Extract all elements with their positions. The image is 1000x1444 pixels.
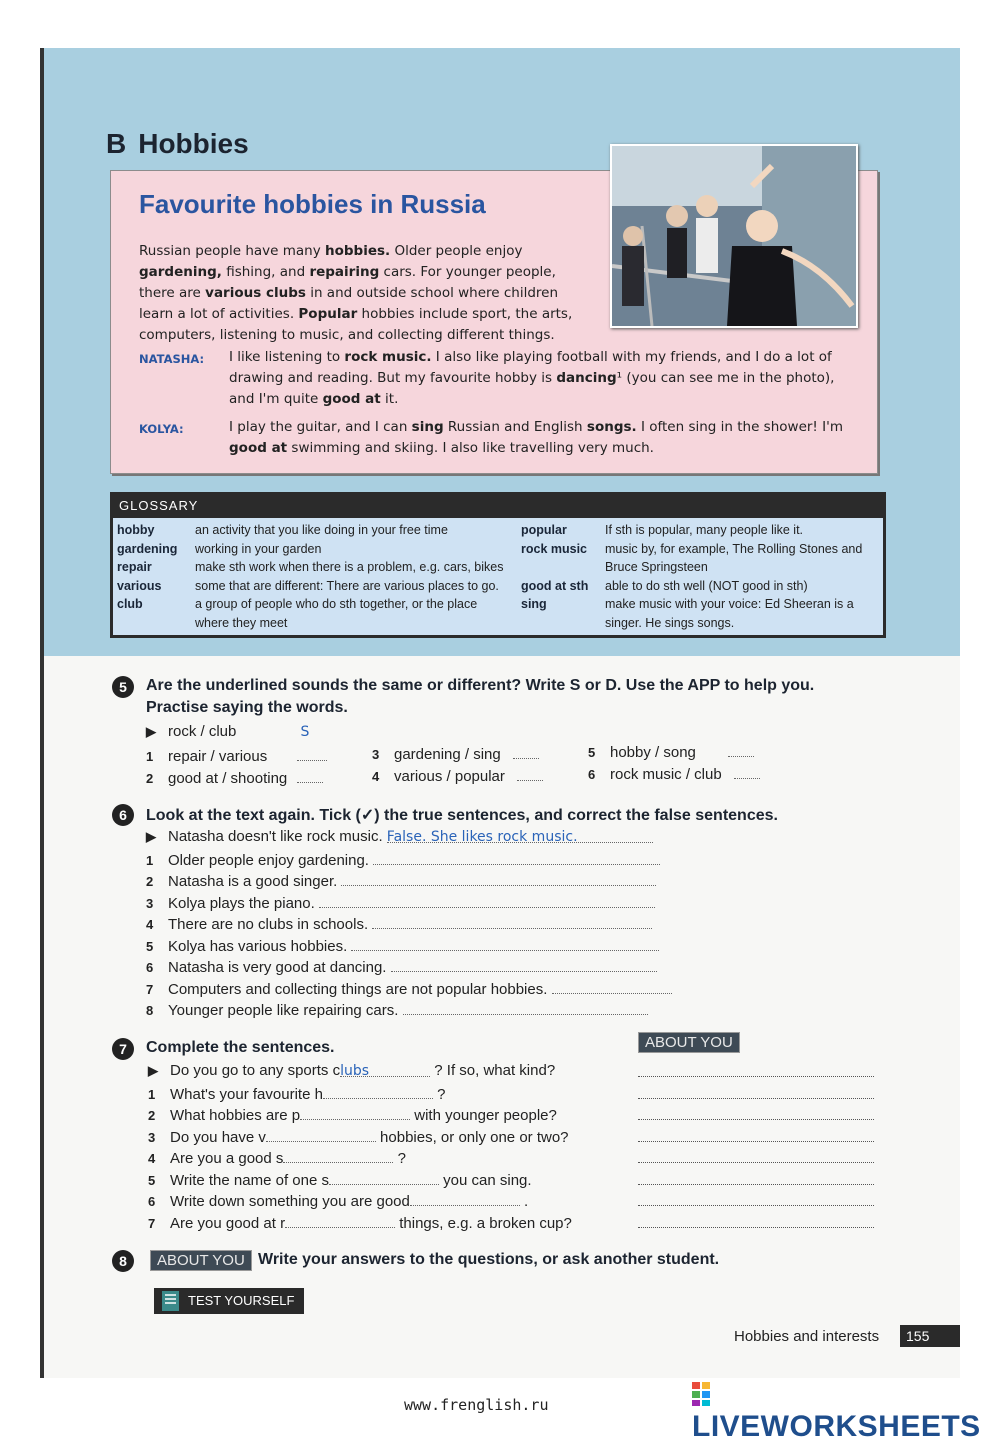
section-letter: B bbox=[106, 128, 127, 159]
bold-keyword: good at bbox=[229, 440, 288, 456]
text-run: I also like playing football with my friends, and I do a lot of drawing and reading. But my favourite hobby is bbox=[229, 349, 832, 386]
answer-blank[interactable] bbox=[513, 744, 539, 759]
item-words: rock music / club bbox=[610, 766, 722, 783]
text-run: hobbies include sport, the arts, computers, listening to music, and collecting different things. bbox=[139, 306, 573, 343]
item-number: ▶ bbox=[146, 829, 156, 844]
statement-item bbox=[146, 850, 660, 869]
bold-keyword: rock music. bbox=[344, 349, 432, 365]
bold-keyword: hobbies. bbox=[325, 243, 391, 259]
about-you-answer-line[interactable] bbox=[638, 1141, 874, 1142]
about-you-answer-line[interactable] bbox=[638, 1098, 874, 1099]
example-answer: S bbox=[300, 724, 310, 740]
glossary-definition: some that are different: There are various places to go. bbox=[195, 578, 499, 593]
item-number: 6 bbox=[148, 1194, 156, 1209]
bold-keyword: good at bbox=[322, 391, 381, 407]
statement-item bbox=[146, 979, 672, 998]
sentence-item bbox=[148, 1148, 406, 1167]
reading-intro bbox=[139, 241, 595, 346]
item-words: repair / various bbox=[168, 748, 268, 765]
sentence-item bbox=[148, 1127, 569, 1146]
glossary-left-column bbox=[117, 521, 517, 633]
item-2 bbox=[146, 768, 323, 787]
exercise-instruction: Write your answers to the questions, or ask another student. bbox=[258, 1251, 720, 1268]
text-run: Russian people have many bbox=[139, 243, 325, 259]
item-number: 2 bbox=[146, 874, 154, 889]
exercise-8 bbox=[112, 1250, 912, 1280]
glossary-definition: make sth work when there is a problem, e.g. cars, bikes bbox=[195, 560, 504, 574]
glossary-definition: If sth is popular, many people like it. bbox=[605, 523, 804, 537]
statement-text: Kolya has various hobbies. bbox=[168, 937, 352, 955]
glossary-definition: where they meet bbox=[195, 615, 288, 630]
glossary-term: repair bbox=[117, 560, 152, 574]
about-you-answer-line[interactable] bbox=[638, 1162, 874, 1163]
item-number: 5 bbox=[146, 938, 154, 954]
sentence-item bbox=[148, 1105, 557, 1124]
section-title bbox=[106, 128, 249, 160]
bold-keyword: gardening, bbox=[139, 264, 222, 280]
glossary-box bbox=[110, 492, 886, 638]
item-number: 5 bbox=[588, 745, 596, 760]
sentence-item bbox=[148, 1170, 532, 1189]
example-answer: False. She likes rock music. bbox=[386, 829, 578, 845]
sentence-item bbox=[148, 1213, 572, 1232]
statement-text: There are no clubs in schools. bbox=[168, 916, 373, 933]
statement-text: Natasha is a good singer. bbox=[168, 873, 342, 890]
answer-blank[interactable] bbox=[297, 746, 327, 761]
text-run: cars. For younger people, there are bbox=[139, 264, 556, 301]
item-number: 4 bbox=[146, 917, 154, 932]
text-run: Older people enjoy bbox=[390, 243, 523, 259]
brand-name: LIVEWORKSHEETS bbox=[692, 1410, 981, 1443]
about-you-answer-line[interactable] bbox=[638, 1227, 874, 1228]
exercise-6 bbox=[112, 804, 912, 1034]
bold-keyword: repairing bbox=[309, 264, 380, 280]
item-words: gardening / sing bbox=[394, 746, 501, 763]
sentence-start: Do you have v bbox=[170, 1128, 266, 1146]
sentence-end: . bbox=[519, 1193, 529, 1210]
item-4 bbox=[372, 766, 543, 785]
bold-keyword: clubs bbox=[261, 285, 306, 301]
gap-blank[interactable] bbox=[410, 1191, 520, 1206]
watermark: www.frenglish.ru bbox=[404, 1396, 549, 1414]
statement-text: Older people enjoy gardening. bbox=[168, 851, 374, 869]
statement-text: Computers and collecting things are not popular hobbies. bbox=[168, 980, 552, 998]
answer-blank[interactable] bbox=[517, 766, 543, 781]
item-number: 4 bbox=[148, 1151, 156, 1166]
text-run: it. bbox=[380, 391, 399, 407]
sentence-end: hobbies, or only one or two? bbox=[375, 1128, 569, 1146]
item-number: 1 bbox=[146, 749, 154, 764]
gap-blank[interactable] bbox=[329, 1170, 439, 1185]
reading-title: Favourite hobbies in Russia bbox=[139, 189, 486, 219]
sentence-end: things, e.g. a broken cup? bbox=[395, 1214, 572, 1232]
glossary-definition: able to do sth well (NOT good in sth) bbox=[605, 578, 808, 593]
bold-keyword: sing bbox=[411, 419, 444, 435]
about-you-answer-line[interactable] bbox=[638, 1184, 874, 1185]
item-words: various / popular bbox=[394, 768, 505, 785]
dancers-illustration bbox=[612, 146, 856, 326]
exercise-5 bbox=[112, 676, 912, 796]
statement-text: Natasha is very good at dancing. bbox=[168, 959, 391, 976]
statement-item bbox=[146, 957, 657, 976]
about-you-answer-line[interactable] bbox=[638, 1119, 874, 1120]
item-number: 7 bbox=[148, 1215, 156, 1231]
text-run: I like listening to bbox=[229, 349, 345, 365]
item-number: 6 bbox=[588, 767, 596, 782]
liveworksheets-logo-icon bbox=[692, 1382, 710, 1406]
item-number: 4 bbox=[372, 769, 380, 784]
sentence-start: What hobbies are p bbox=[170, 1107, 301, 1124]
example-item bbox=[146, 828, 653, 845]
item-number: 2 bbox=[146, 771, 154, 786]
answer-line[interactable] bbox=[373, 850, 660, 865]
glossary-term: sing bbox=[521, 597, 547, 611]
glossary-term: hobby bbox=[117, 523, 155, 537]
section-name: Hobbies bbox=[138, 128, 249, 159]
statement-item bbox=[146, 1000, 648, 1019]
sentence-item bbox=[148, 1084, 445, 1103]
gap-blank[interactable] bbox=[340, 1062, 430, 1077]
about-you-answer-line[interactable] bbox=[638, 1076, 874, 1077]
sentence-end: ? bbox=[393, 1150, 406, 1167]
answer-blank[interactable] bbox=[734, 764, 760, 779]
notebook-icon bbox=[160, 1290, 182, 1312]
example-item bbox=[148, 1062, 555, 1079]
item-6 bbox=[588, 764, 760, 783]
item-words: hobby / song bbox=[610, 744, 696, 761]
glossary-definition: make music with your voice: Ed Sheeran is a bbox=[605, 597, 854, 611]
bold-keyword: Popular bbox=[298, 306, 358, 322]
sentence-end: ? If so, what kind? bbox=[430, 1062, 556, 1079]
gap-blank[interactable] bbox=[266, 1127, 376, 1142]
answer-blank[interactable] bbox=[297, 768, 323, 783]
item-number: 1 bbox=[148, 1086, 156, 1102]
test-yourself-banner[interactable] bbox=[154, 1288, 304, 1314]
sentence-start: What's your favourite h bbox=[170, 1085, 323, 1103]
item-number: 7 bbox=[146, 981, 154, 997]
answer-line[interactable] bbox=[351, 936, 659, 951]
text-run: ¹ bbox=[616, 370, 623, 386]
statement-item bbox=[146, 871, 656, 890]
answer-line[interactable] bbox=[341, 871, 656, 886]
text-run: Russian and English bbox=[443, 419, 587, 435]
sentence-end: with younger people? bbox=[410, 1107, 557, 1124]
exercise-7 bbox=[112, 1034, 912, 1238]
exercise-instruction: Are the underlined sounds the same or different? Write S or D. Use the APP to help you. bbox=[146, 677, 815, 694]
text-run: swimming and skiing. I also like travelling very much. bbox=[287, 440, 654, 456]
glossary-heading: GLOSSARY bbox=[113, 495, 883, 518]
footer-section: Hobbies and interests bbox=[734, 1328, 880, 1345]
liveworksheets-brand[interactable] bbox=[692, 1376, 1000, 1444]
glossary-definition: Bruce Springsteen bbox=[605, 560, 708, 574]
sentence-start: Do you go to any sports c bbox=[170, 1062, 341, 1079]
text-run: fishing, and bbox=[221, 264, 310, 280]
example-answer: lubs bbox=[340, 1063, 370, 1079]
speaker-text bbox=[229, 347, 859, 410]
glossary-definition: working in your garden bbox=[195, 541, 322, 556]
statement-item bbox=[146, 893, 655, 912]
glossary-term: club bbox=[117, 597, 143, 611]
item-3 bbox=[372, 744, 539, 763]
answer-blank[interactable] bbox=[728, 742, 754, 757]
sentence-end: you can sing. bbox=[438, 1171, 532, 1189]
answer-line[interactable] bbox=[372, 914, 652, 929]
answer-line[interactable] bbox=[387, 828, 653, 843]
glossary-term: popular bbox=[521, 523, 567, 537]
answer-line[interactable] bbox=[403, 1000, 648, 1015]
gap-blank[interactable] bbox=[283, 1148, 393, 1163]
example-marker: ▶ bbox=[146, 724, 156, 739]
speaker-name: NATASHA: bbox=[139, 352, 205, 366]
glossary-right-column bbox=[521, 521, 881, 633]
glossary-term: rock music bbox=[521, 541, 588, 556]
example-item bbox=[146, 723, 309, 740]
item-5 bbox=[588, 742, 754, 761]
textbook-page bbox=[44, 48, 960, 1378]
item-words: rock / club bbox=[168, 723, 237, 740]
answer-line[interactable] bbox=[552, 979, 672, 994]
item-number: 3 bbox=[146, 895, 154, 911]
sentence-item bbox=[148, 1191, 528, 1210]
glossary-definition: a group of people who do sth together, or the place bbox=[195, 597, 478, 611]
bold-keyword: various bbox=[205, 285, 262, 301]
sentence-start: Are you good at r bbox=[170, 1214, 286, 1232]
item-number: 3 bbox=[148, 1129, 156, 1145]
text-run: I often sing in the shower! I'm bbox=[636, 419, 843, 435]
about-you-label: ABOUT YOU bbox=[150, 1250, 252, 1271]
gap-blank[interactable] bbox=[285, 1213, 395, 1228]
glossary-definition: singer. He sings songs. bbox=[605, 615, 735, 630]
item-number: 1 bbox=[146, 852, 154, 868]
statement-item bbox=[146, 914, 652, 933]
bold-keyword: songs. bbox=[586, 419, 637, 435]
text-run: I play the guitar, and I can bbox=[229, 419, 412, 435]
glossary-term: gardening bbox=[117, 541, 178, 556]
statement-item bbox=[146, 936, 659, 955]
item-1 bbox=[146, 746, 327, 765]
answer-line[interactable] bbox=[319, 893, 655, 908]
item-number: 6 bbox=[146, 960, 154, 975]
exercise-instruction: Complete the sentences. bbox=[146, 1039, 335, 1056]
glossary-definition: music by, for example, The Rolling Stones and bbox=[605, 541, 863, 556]
text-run: in and outside school where children learn a lot of activities. bbox=[139, 285, 559, 322]
speaker-text bbox=[229, 417, 859, 459]
gap-blank[interactable] bbox=[323, 1084, 433, 1099]
glossary-term: various bbox=[117, 578, 162, 593]
item-number: 8 bbox=[146, 1003, 154, 1018]
sentence-start: Write the name of one s bbox=[170, 1171, 329, 1189]
about-you-label: ABOUT YOU bbox=[638, 1032, 740, 1053]
ballet-photo bbox=[610, 144, 858, 328]
exercise-instruction: Look at the text again. Tick (✓) the true sentences, and correct the false sentences. bbox=[146, 807, 778, 824]
exercise-instruction-2: Practise saying the words. bbox=[146, 699, 348, 716]
page-number: 155 bbox=[900, 1325, 960, 1347]
glossary-term: good at sth bbox=[521, 578, 589, 593]
exercise-number: 5 bbox=[112, 676, 134, 698]
bold-keyword: dancing bbox=[556, 370, 617, 386]
answer-line[interactable] bbox=[391, 957, 657, 972]
statement-text: Younger people like repairing cars. bbox=[168, 1002, 403, 1019]
glossary-definition: an activity that you like doing in your free time bbox=[195, 523, 448, 537]
item-number: 3 bbox=[372, 747, 380, 762]
item-number: 2 bbox=[148, 1108, 156, 1123]
gap-blank[interactable] bbox=[300, 1105, 410, 1120]
sentence-start: Write down something you are good bbox=[170, 1193, 410, 1210]
sentence-start: Are you a good s bbox=[170, 1150, 284, 1167]
exercise-number: 8 bbox=[112, 1250, 134, 1272]
exercise-number: 7 bbox=[112, 1038, 134, 1060]
statement-text: Natasha doesn't like rock music. bbox=[168, 828, 387, 845]
item-words: good at / shooting bbox=[168, 770, 288, 787]
exercise-number: 6 bbox=[112, 804, 134, 826]
item-number: 5 bbox=[148, 1172, 156, 1188]
text-run: (you can see me in the photo), and I'm quite bbox=[229, 370, 835, 407]
test-yourself-label: TEST YOURSELF bbox=[188, 1293, 295, 1308]
sentence-end: ? bbox=[432, 1085, 446, 1103]
about-you-answer-line[interactable] bbox=[638, 1205, 874, 1206]
speaker-name: KOLYA: bbox=[139, 422, 184, 436]
statement-text: Kolya plays the piano. bbox=[168, 894, 319, 912]
item-number: ▶ bbox=[148, 1063, 158, 1078]
